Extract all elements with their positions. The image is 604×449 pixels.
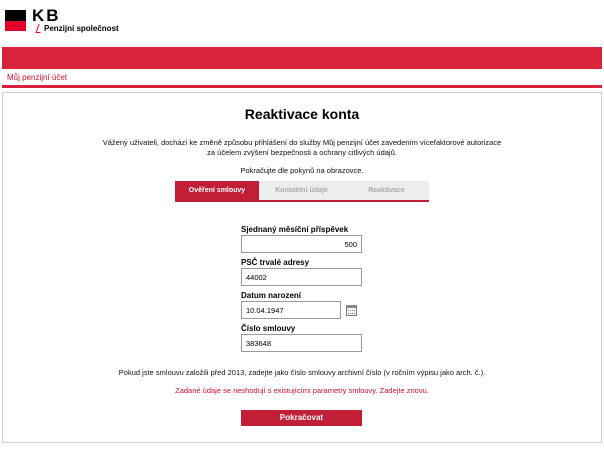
step-tabs	[175, 181, 429, 202]
monthly-contribution-input[interactable]	[241, 235, 362, 253]
birth-date-label: Datum narození	[241, 291, 302, 300]
contract-number-input[interactable]	[241, 334, 362, 352]
contract-number-label: Číslo smlouvy	[241, 324, 296, 333]
header	[0, 0, 604, 46]
calendar-icon[interactable]	[342, 302, 360, 318]
zip-code-input[interactable]	[241, 268, 362, 286]
intro-line-2: za účelem zvýšení bezpečnosti a ochrany citlivých údajů.	[207, 148, 397, 157]
top-red-band	[2, 47, 602, 69]
brand-name: KB	[32, 6, 61, 25]
archive-number-note: Pokud jste smlouvu založili před 2013, zadejte jako číslo smlouvy archivní číslo (v ročním výpisu jako arch. č.).	[118, 368, 486, 377]
error-message: Zadané údaje se neshodují s existujícími parametry smlouvy. Zadejte znovu.	[175, 386, 429, 395]
monthly-contribution-label: Sjednaný měsíční příspěvek	[241, 225, 349, 234]
intro-text	[70, 138, 534, 158]
step-reactivation: Reaktivace	[344, 181, 429, 200]
intro-line-1: Vážený uživateli, dochází ke změně způsobu přihlášení do služby Můj penzijní účet zavedením vícefaktorové autorizace	[102, 138, 502, 147]
step-contact-details: Kontaktní údaje	[259, 181, 344, 200]
step-contract-verification: Ověření smlouvy	[175, 181, 259, 200]
my-pension-account-link[interactable]: Můj penzijní účet	[7, 73, 68, 82]
kb-logo-icon	[5, 10, 26, 31]
continue-button[interactable]: Pokračovat	[241, 410, 362, 426]
page-title: Reaktivace konta	[244, 106, 360, 122]
continue-instruction: Pokračujte dle pokynů na obrazovce.	[240, 166, 364, 175]
brand-slash-icon	[35, 24, 43, 33]
brand-subtitle: Penzijní společnost	[44, 24, 119, 33]
birth-date-input[interactable]	[241, 301, 341, 319]
sub-navigation	[2, 69, 602, 88]
zip-code-label: PSČ trvalé adresy	[241, 258, 310, 267]
